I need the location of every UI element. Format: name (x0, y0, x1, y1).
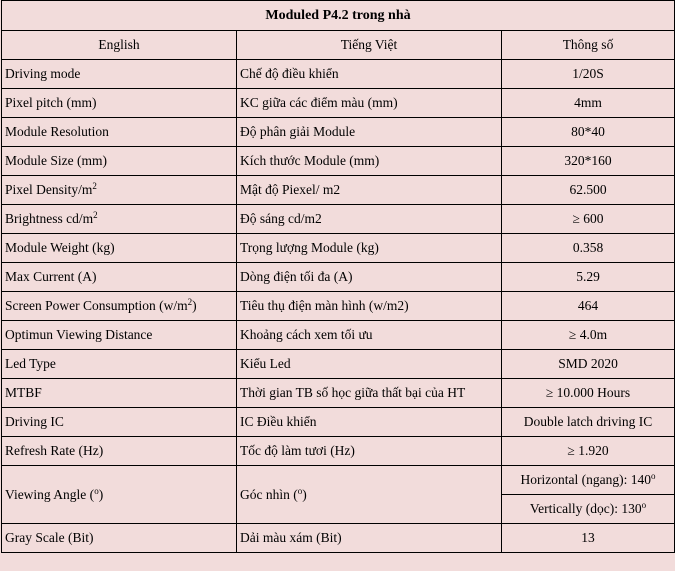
vietnamese-cell: Khoảng cách xem tối ưu (237, 321, 502, 350)
english-cell (2, 205, 237, 234)
spec-value-cell: SMD 2020 (502, 350, 675, 379)
header-english: English (2, 31, 237, 60)
spec-value-cell: ≥ 4.0m (502, 321, 675, 350)
superscript: 2 (92, 181, 97, 191)
spec-value-cell: ≥ 600 (502, 205, 675, 234)
vietnamese-cell: KC giữa các điểm màu (mm) (237, 89, 502, 118)
english-cell: Optimun Viewing Distance (2, 321, 237, 350)
vietnamese-cell: Mật độ Piexel/ m2 (237, 176, 502, 205)
table-row (2, 176, 675, 205)
header-vietnamese: Tiếng Việt (237, 31, 502, 60)
table-row (2, 524, 675, 553)
english-cell: Gray Scale (Bit) (2, 524, 237, 553)
vietnamese-cell: Kích thước Module (mm) (237, 147, 502, 176)
vietnamese-cell: Thời gian TB số học giữa thất bại của HT (237, 379, 502, 408)
english-cell: Module Weight (kg) (2, 234, 237, 263)
vietnamese-suffix: ) (302, 486, 307, 502)
spec-value-cell: ≥ 1.920 (502, 437, 675, 466)
vietnamese-cell: Độ phân giải Module (237, 118, 502, 147)
vietnamese-cell: Dải màu xám (Bit) (237, 524, 502, 553)
english-suffix: ) (192, 298, 197, 313)
table-row (2, 321, 675, 350)
table-row (2, 350, 675, 379)
table-row (2, 263, 675, 292)
spec-table (1, 0, 675, 553)
header-spec: Thông số (502, 31, 675, 60)
vietnamese-cell: Dòng điện tối đa (A) (237, 263, 502, 292)
viewing-angle-row (2, 466, 675, 495)
table-row (2, 60, 675, 89)
horizontal-angle-cell (502, 466, 675, 495)
spec-value-cell: 0.358 (502, 234, 675, 263)
degree-sign: o (297, 485, 303, 496)
english-text: Brightness cd/m (5, 211, 94, 226)
table-row (2, 437, 675, 466)
horizontal-angle-text: Horizontal (ngang): 140 (520, 472, 651, 487)
table-row (2, 147, 675, 176)
english-cell: Led Type (2, 350, 237, 379)
spec-value-cell: 4mm (502, 89, 675, 118)
degree-sign: o (641, 500, 647, 510)
vertical-angle-text: Vertically (dọc): 130 (529, 501, 642, 516)
english-cell: Max Current (A) (2, 263, 237, 292)
vietnamese-cell: Tiêu thụ điện màn hình (w/m2) (237, 292, 502, 321)
spec-value-cell: 464 (502, 292, 675, 321)
table-row (2, 234, 675, 263)
vietnamese-cell: Trọng lượng Module (kg) (237, 234, 502, 263)
table-row (2, 118, 675, 147)
english-cell (2, 292, 237, 321)
english-text: Pixel Density/m (5, 182, 93, 197)
header-row (2, 31, 675, 60)
vietnamese-cell: Chế độ điều khiển (237, 60, 502, 89)
table-row (2, 205, 675, 234)
english-cell (2, 466, 237, 524)
english-cell: Module Size (mm) (2, 147, 237, 176)
spec-value-cell: 5.29 (502, 263, 675, 292)
superscript: 2 (93, 210, 98, 220)
vertical-angle-cell (502, 495, 675, 524)
english-cell (2, 176, 237, 205)
vietnamese-cell: IC Điều khiển (237, 408, 502, 437)
spec-value-cell: ≥ 10.000 Hours (502, 379, 675, 408)
spec-value-cell: 1/20S (502, 60, 675, 89)
spec-value-cell: 320*160 (502, 147, 675, 176)
superscript: 2 (187, 297, 193, 307)
table-row (2, 408, 675, 437)
english-text: Screen Power Consumption (w/m (5, 298, 188, 313)
english-cell: Driving mode (2, 60, 237, 89)
english-cell: Pixel pitch (mm) (2, 89, 237, 118)
table-row (2, 379, 675, 408)
english-cell: Module Resolution (2, 118, 237, 147)
vietnamese-text: Góc nhìn ( (240, 486, 298, 502)
english-suffix: ) (98, 486, 104, 502)
degree-sign: o (94, 485, 99, 496)
vietnamese-cell (237, 466, 502, 524)
vietnamese-cell: Kiểu Led (237, 350, 502, 379)
english-cell: MTBF (2, 379, 237, 408)
table-row (2, 292, 675, 321)
spec-value-cell: 13 (502, 524, 675, 553)
english-cell: Driving IC (2, 408, 237, 437)
spec-value-cell: 80*40 (502, 118, 675, 147)
table-title: Moduled P4.2 trong nhà (2, 1, 675, 31)
english-text: Viewing Angle ( (5, 486, 95, 502)
table-row (2, 89, 675, 118)
vietnamese-cell: Tốc độ làm tươi (Hz) (237, 437, 502, 466)
spec-value-cell: 62.500 (502, 176, 675, 205)
vietnamese-cell: Độ sáng cd/m2 (237, 205, 502, 234)
spec-value-cell: Double latch driving IC (502, 408, 675, 437)
degree-sign: o (650, 471, 656, 481)
english-cell: Refresh Rate (Hz) (2, 437, 237, 466)
